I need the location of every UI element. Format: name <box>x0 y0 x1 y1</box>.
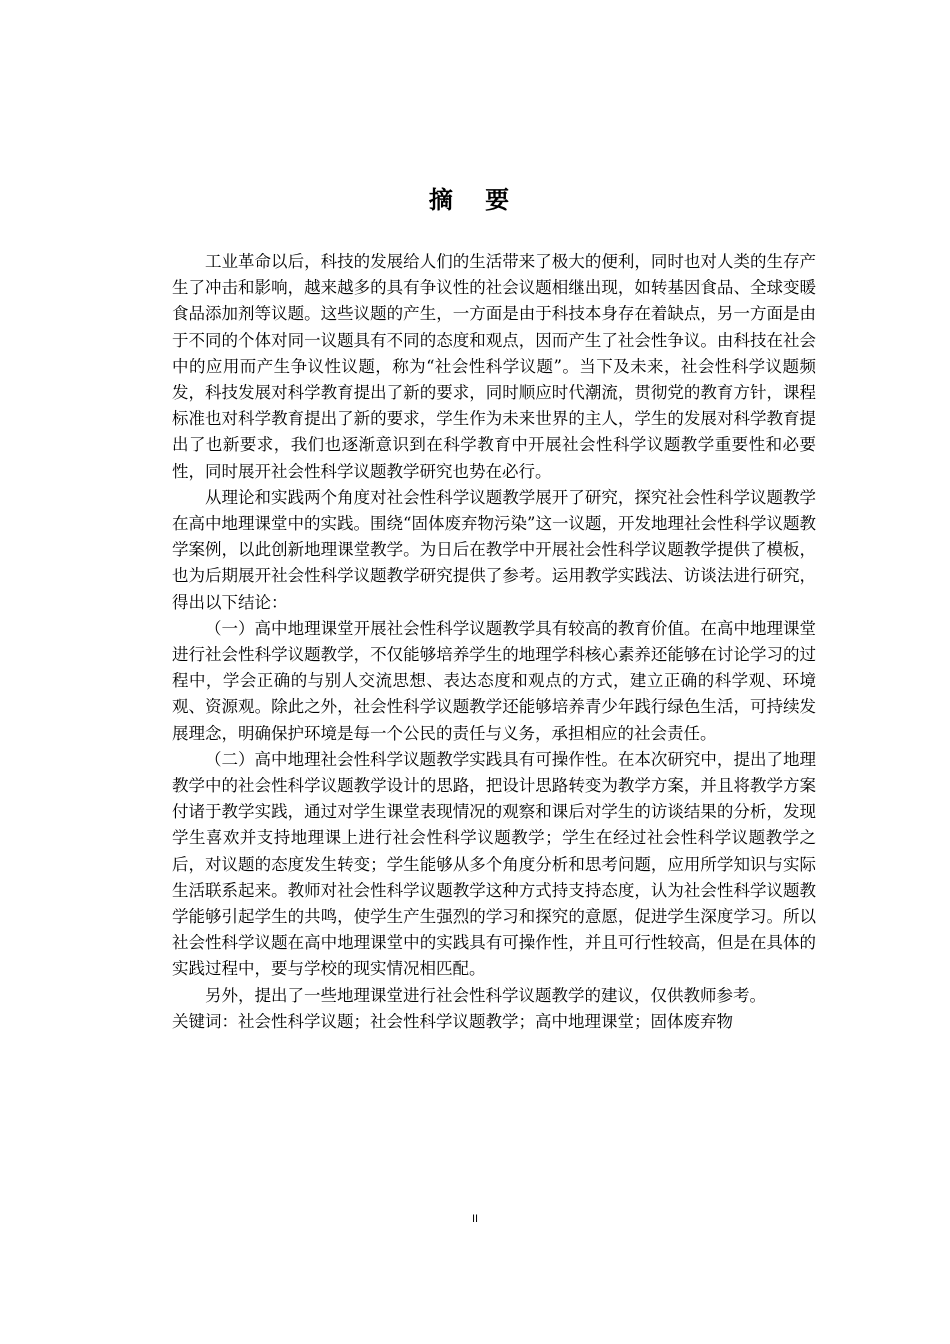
page-number: II <box>471 1213 479 1225</box>
abstract-paragraph-4: （二）高中地理社会性科学议题教学实践具有可操作性。在本次研究中，提出了地理教学中的社会性科学议题教学设计的思路，把设计思路转变为教学方案，并且将教学方案付诸于教学实践，通过对学生课堂表现情况的观察和课后对学生的访谈结果的分析，发现学生喜欢并支持地理课上进行社会性科学议题教学；学生在经过社会性科学议题教学之后，对议题的态度发生转变；学生能够从多个角度分析和思考问题，应用所学知识与实际生活联系起来。教师对社会性科学议题教学这种方式持支持态度，认为社会性科学议题教学能够引起学生的共鸣，使学生产生强烈的学习和探究的意愿，促进学生深度学习。所以社会性科学议题在高中地理课堂中的实践具有可操作性，并且可行性较高，但是在具体的实践过程中，要与学校的现实情况相匹配。 <box>172 749 816 979</box>
abstract-title: 摘 要 <box>428 186 522 214</box>
abstract-paragraph-2: 从理论和实践两个角度对社会性科学议题教学展开了研究，探究社会性科学议题教学在高中地理课堂中的实践。围绕“固体废弃物污染”这一议题，开发地理社会性科学议题教学案例，以此创新地理课堂教学。为日后在教学中开展社会性科学议题教学提供了模板，也为后期展开社会性科学议题教学研究提供了参考。运用教学实践法、访谈法进行研究，得出以下结论： <box>172 487 816 612</box>
abstract-paragraph-1: 工业革命以后，科技的发展给人们的生活带来了极大的便利，同时也对人类的生存产生了冲击和影响，越来越多的具有争议性的社会议题相继出现，如转基因食品、全球变暖 食品添加剂等议题。这些议题的产生，一方面是由于科技本身存在着缺点，另一方面是由于不同的个体对同一议题具有不同的态度和观点，因而产生了社会性争议。由科技在社会中的应用而产生争议性议题，称为“社会性科学议题”。当下及未来，社会性科学议题频发，科技发展对科学教育提出了新的要求，同时顺应时代潮流，贯彻党的教育方针，课程标准也对科学教育提出了新的要求，学生作为未来世界的主人，学生的发展对科学教育提出了也新要求，我们也逐渐意识到在科学教育中开展社会性科学议题教学重要性和必要性，同时展开社会性科学议题教学研究也势在必行。 <box>172 252 816 481</box>
abstract-paragraph-5: 另外，提出了一些地理课堂进行社会性科学议题教学的建议，仅供教师参考。 <box>205 985 766 1005</box>
abstract-body <box>172 249 816 1035</box>
abstract-paragraph-3: （一）高中地理课堂开展社会性科学议题教学具有较高的教育价值。在高中地理课堂进行社会性科学议题教学，不仅能够培养学生的地理学科核心素养还能够在讨论学习的过程中，学会正确的与别人交流思想、表达态度和观点的方式，建立正确的科学观、环境观、资源观。除此之外，社会性科学议题教学还能够培养青少年践行绿色生活，可持续发展理念，明确保护环境是每一个公民的责任与义务，承担相应的社会责任。 <box>172 618 816 743</box>
keywords-line: 关键词：社会性科学议题；社会性科学议题教学；高中地理课堂；固体废弃物 <box>172 1011 733 1031</box>
